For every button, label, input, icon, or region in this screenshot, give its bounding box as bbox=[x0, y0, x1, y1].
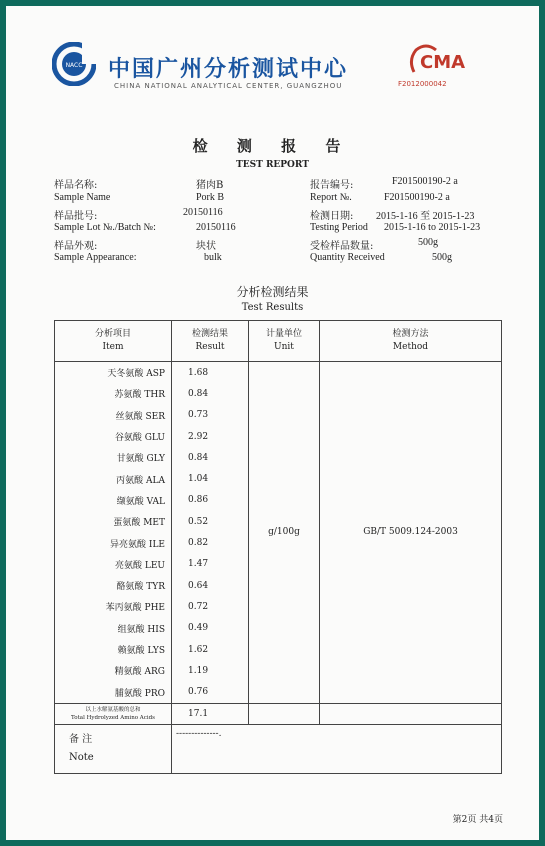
table-row: 缬氨酸 VAL 0.86 bbox=[55, 490, 502, 511]
table-header-row bbox=[55, 321, 502, 362]
table-row: 苯丙氨酸 PHE 0.72 bbox=[55, 596, 502, 617]
lot-en-label: Sample Lot №./Batch №: bbox=[54, 222, 156, 233]
cma-logo bbox=[406, 42, 468, 78]
qty-cn-label: 受检样品数量: bbox=[310, 241, 374, 252]
header-unit: 计量单位 Unit bbox=[249, 321, 320, 362]
sample-name-cn-label: 样品名称: bbox=[54, 180, 98, 191]
table-row: 精氨酸 ARG 1.19 bbox=[55, 660, 502, 681]
table-row: 丝氨酸 SER 0.73 bbox=[55, 405, 502, 426]
appearance-cn-label: 样品外观: bbox=[54, 241, 98, 252]
table-row: 脯氨酸 PRO 0.76 bbox=[55, 681, 502, 703]
unit-cell: g/100g bbox=[249, 362, 320, 704]
cma-code: F2012000042 bbox=[398, 80, 447, 88]
note-row bbox=[55, 724, 502, 773]
table-row: 天冬氨酸 ASP 1.68 g/100g GB/T 5009.124-2003 bbox=[55, 362, 502, 384]
date-cn-label: 检测日期: bbox=[310, 211, 354, 222]
qty-en: 500g bbox=[432, 252, 452, 263]
sample-name-en: Pork B bbox=[196, 192, 225, 203]
org-logo bbox=[52, 42, 96, 86]
table-row: 赖氨酸 LYS 1.62 bbox=[55, 639, 502, 660]
period-en: 2015-1-16 to 2015-1-23 bbox=[384, 222, 481, 233]
page-footer: 第2页 共4页 bbox=[452, 815, 503, 825]
appearance-en: bulk bbox=[204, 252, 222, 263]
header-method: 检测方法 Method bbox=[320, 321, 502, 362]
sample-name-cn: 猪肉B bbox=[196, 180, 224, 191]
appearance-cn: 块状 bbox=[196, 241, 216, 252]
report-no-cn: F201500190-2 a bbox=[392, 176, 458, 187]
results-title-cn: 分析检测结果 bbox=[236, 285, 309, 299]
results-title-en: Test Results bbox=[241, 302, 304, 313]
table-row: 酪氨酸 TYR 0.64 bbox=[55, 575, 502, 596]
header-result: 检测结果 Result bbox=[172, 321, 249, 362]
table-row: 甘氨酸 GLY 0.84 bbox=[55, 447, 502, 468]
appearance-en-label: Sample Appearance: bbox=[54, 252, 137, 263]
note-value: --------------. bbox=[172, 724, 502, 773]
lot-en: 20150116 bbox=[196, 222, 236, 233]
method-cell: GB/T 5009.124-2003 bbox=[320, 362, 502, 704]
report-title-en: TEST REPORT bbox=[236, 160, 309, 170]
period-en-label: Testing Period bbox=[310, 222, 368, 233]
cma-mark: CMA bbox=[420, 52, 466, 73]
note-label: 备 注 Note bbox=[55, 724, 172, 773]
org-name-cn: 中国广州分析测试中心 bbox=[108, 57, 349, 82]
date-cn: 2015-1-16 至 2015-1-23 bbox=[376, 211, 475, 222]
report-title-cn: 检 测 报 告 bbox=[192, 137, 353, 155]
table-row: 异亮氨酸 ILE 0.82 bbox=[55, 532, 502, 553]
table-row: 组氨酸 HIS 0.49 bbox=[55, 618, 502, 639]
org-name-en: CHINA NATIONAL ANALYTICAL CENTER, GUANGZHOU bbox=[114, 82, 343, 90]
table-row: 苏氨酸 THR 0.84 bbox=[55, 383, 502, 404]
results-table bbox=[54, 320, 502, 774]
table-row: 亮氨酸 LEU 1.47 bbox=[55, 554, 502, 575]
report-no-en: F201500190-2 a bbox=[384, 192, 450, 203]
table-row: 丙氨酸 ALA 1.04 bbox=[55, 468, 502, 489]
report-no-en-label: Report №. bbox=[310, 192, 352, 203]
sample-name-en-label: Sample Name bbox=[54, 192, 111, 203]
svg-text:NACC: NACC bbox=[65, 62, 83, 69]
lot-cn-label: 样品批号: bbox=[54, 211, 98, 222]
report-no-cn-label: 报告编号: bbox=[310, 180, 354, 191]
table-row: 蛋氨酸 MET 0.52 bbox=[55, 511, 502, 532]
total-label: 以上水解氨基酸的总和 Total Hydrolyzed Amino Acids bbox=[55, 703, 172, 724]
total-value: 17.1 bbox=[172, 703, 249, 724]
header-item: 分析项目 Item bbox=[55, 321, 172, 362]
total-row bbox=[55, 703, 502, 724]
qty-en-label: Quantity Received bbox=[310, 252, 385, 263]
lot-cn: 20150116 bbox=[183, 207, 223, 218]
qty-cn: 500g bbox=[418, 237, 438, 248]
table-row: 谷氨酸 GLU 2.92 bbox=[55, 426, 502, 447]
